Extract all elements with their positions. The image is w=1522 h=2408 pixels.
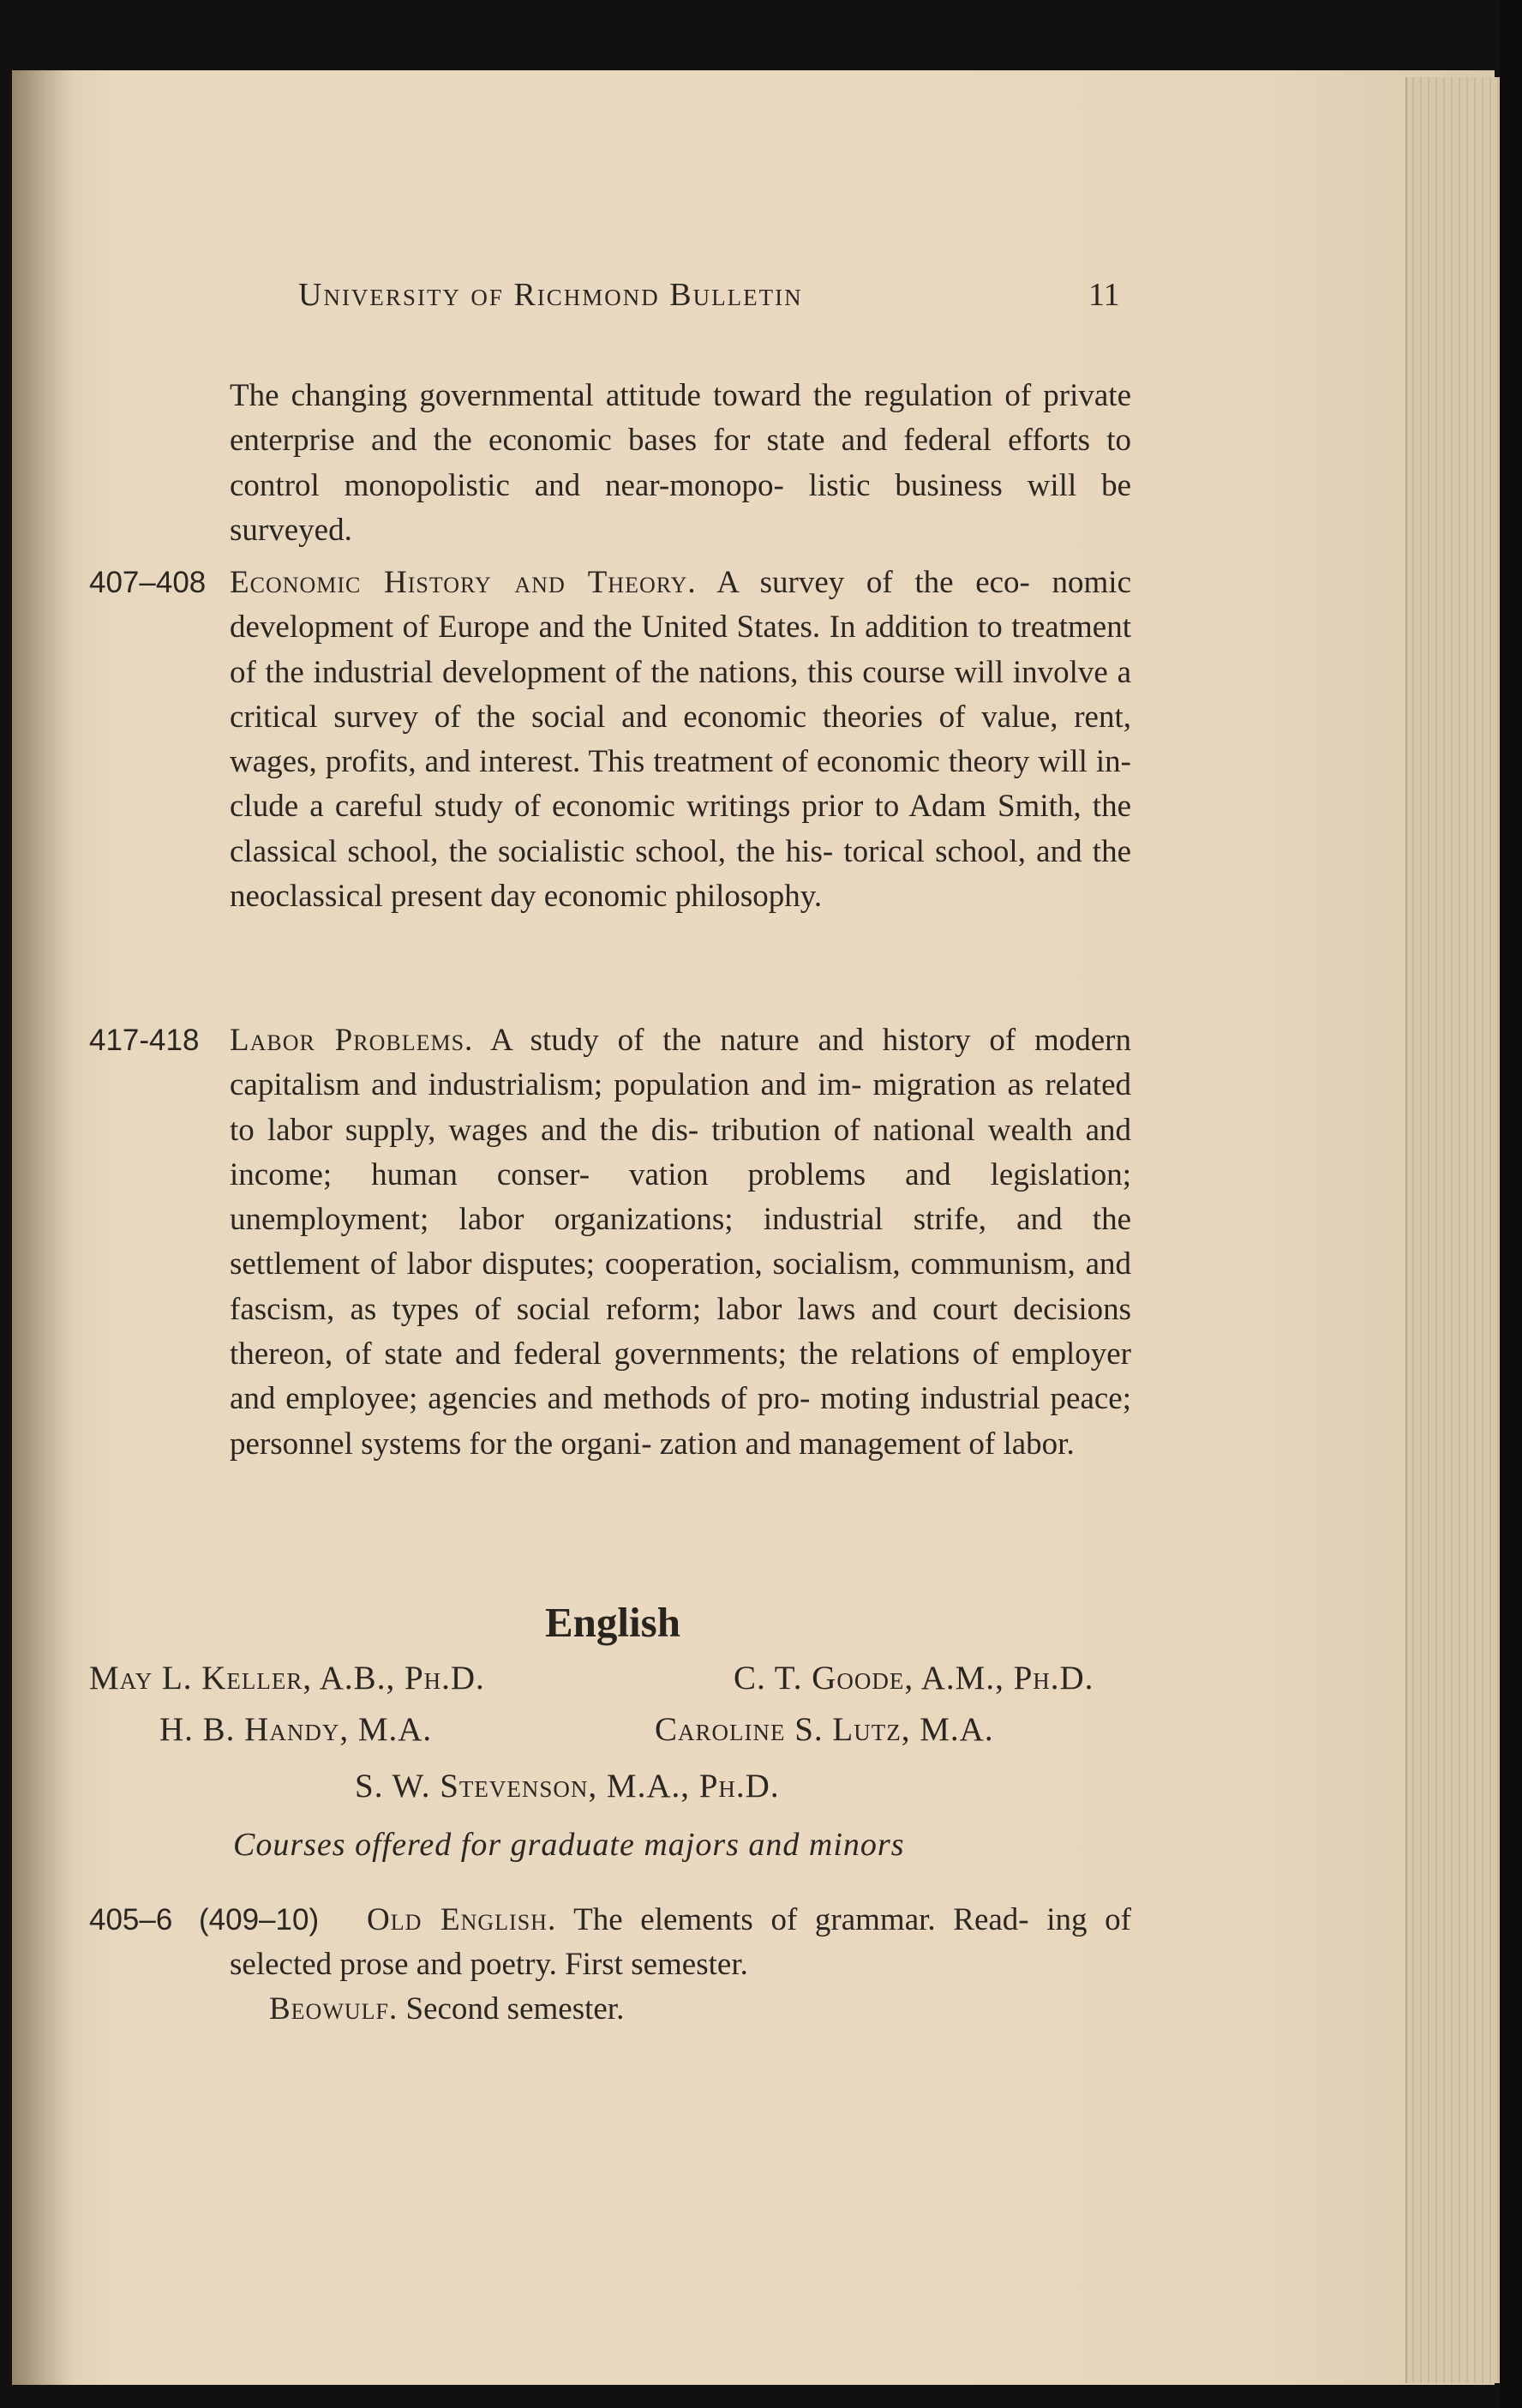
section-heading: English (545, 1599, 680, 1646)
course-subentry (269, 1987, 624, 2032)
course-title: Labor Problems. (230, 1023, 474, 1058)
course-title: Economic History and Theory. (230, 565, 697, 600)
course-description (230, 1898, 1131, 1988)
course-subtext: Second semester. (405, 1991, 625, 2027)
faculty-member: Caroline S. Lutz, M.A. (655, 1711, 994, 1748)
course-description (230, 1018, 1131, 1467)
spine-shadow (12, 70, 72, 2385)
faculty-member: H. B. Handy, M.A. (159, 1711, 433, 1748)
intro-paragraph: The changing governmental attitude toward the regulation of private enterprise and the economic bases for state and federal efforts to control monopolistic and near-monopo- listic business will be surveyed. (230, 378, 1131, 548)
course-number: 405–6 (89, 1903, 173, 1937)
faculty-member: S. W. Stevenson, M.A., Ph.D. (355, 1768, 780, 1804)
course-alt-number: (409–10) (199, 1903, 320, 1937)
running-header-title: University of Richmond Bulletin (298, 277, 803, 313)
graduate-note: Courses offered for graduate majors and minors (233, 1827, 905, 1863)
course-text: A study of the nature and history of modern capitalism and industrialism; population and im- migration as related to labor supply, wages and the dis- tribution of national wealth and income; human conser- vation problems and legislation; unemployment; labor organizations; industrial strife, and the settlement of labor disputes; cooperation, socialism, communism, and fascism, as types of social reform; labor laws and court decisions thereon, of state and federal governments; the relations of employer and employee; agencies and methods of pro- moting industrial peace; personnel systems for the organi- zation and management of labor. (230, 1023, 1132, 1462)
faculty-member: May L. Keller, A.B., Ph.D. (89, 1660, 485, 1696)
course-title: Old English. (367, 1902, 557, 1937)
page-number: 11 (1088, 277, 1120, 313)
course-subtitle: Beowulf. (269, 1991, 398, 2027)
course-text: A survey of the eco- nomic development of Europe and the United States. In addition to treatment of the industrial development of the nations, this course will involve a critical survey of the social and economic theories of value, rent, wages, profits, and interest. This treatment of economic theory will in- clude a careful study of economic writings prior to Adam Smith, the classical school, the socialistic school, the his- torical school, and the neoclassical present day economic philosophy. (230, 565, 1131, 915)
scan-border (1500, 0, 1522, 2408)
course-text: The elements of grammar. Read- ing of selected prose and poetry. First semester. (230, 1902, 1131, 1983)
course-description (230, 561, 1131, 919)
course-number: 417-418 (89, 1024, 200, 1057)
course-number: 407–408 (89, 566, 207, 599)
faculty-member: C. T. Goode, A.M., Ph.D. (734, 1660, 1094, 1696)
page-edges (1405, 77, 1501, 2383)
